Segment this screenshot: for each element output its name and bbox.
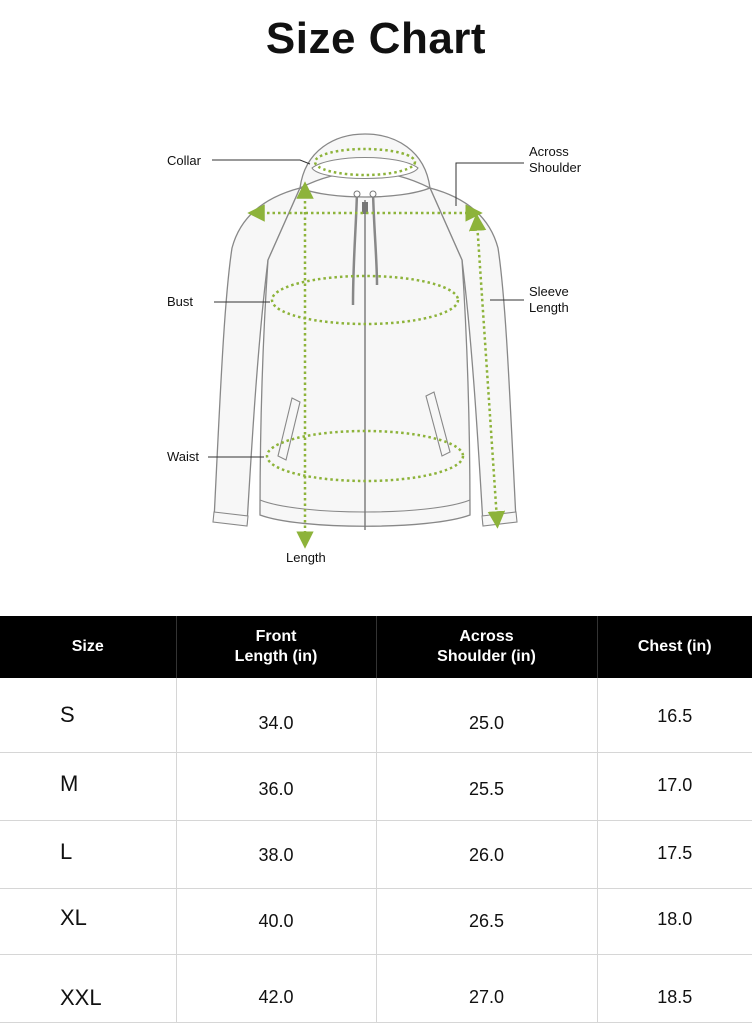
header-across-shoulder: Across Shoulder (in) — [376, 616, 597, 678]
header-chest: Chest (in) — [597, 616, 752, 678]
across-shoulder-label-line2: Shoulder — [529, 160, 582, 175]
collar-leader — [212, 160, 310, 164]
across-shoulder-leader — [456, 163, 524, 206]
table-row — [0, 954, 752, 1022]
across-shoulder-cell: 26.0 — [376, 820, 597, 888]
size-table-body — [0, 678, 752, 1022]
page-title: Size Chart — [265, 14, 487, 63]
waist-label: Waist — [167, 449, 200, 464]
chest-cell: 18.5 — [597, 954, 752, 1022]
front-length-cell: 40.0 — [176, 888, 376, 954]
chest-cell: 17.5 — [597, 820, 752, 888]
table-row — [0, 752, 752, 820]
size-table-header — [0, 616, 752, 678]
across-shoulder-cell: 26.5 — [376, 888, 597, 954]
front-length-cell: 34.0 — [176, 678, 376, 752]
header-front-length: Front Length (in) — [176, 616, 376, 678]
front-length-cell: 36.0 — [176, 752, 376, 820]
header-row — [0, 616, 752, 678]
length-label: Length — [286, 550, 326, 565]
table-row — [0, 678, 752, 752]
across-shoulder-label — [529, 144, 581, 176]
size-cell: XXL — [0, 954, 176, 1022]
size-table — [0, 616, 752, 1023]
collar-label: Collar — [167, 153, 201, 168]
size-cell: M — [0, 752, 176, 820]
table-row — [0, 888, 752, 954]
front-length-cell: 42.0 — [176, 954, 376, 1022]
table-row — [0, 820, 752, 888]
header-size: Size — [0, 616, 176, 678]
across-shoulder-cell: 27.0 — [376, 954, 597, 1022]
chest-cell: 18.0 — [597, 888, 752, 954]
size-cell: L — [0, 820, 176, 888]
across-shoulder-label-line1: Across — [529, 144, 569, 159]
sleeve-length-label-line2: Length — [529, 300, 569, 315]
sleeve-length-label — [529, 284, 569, 316]
chest-cell: 16.5 — [597, 678, 752, 752]
across-shoulder-cell: 25.5 — [376, 752, 597, 820]
size-cell: XL — [0, 888, 176, 954]
sleeve-length-label-line1: Sleeve — [529, 284, 569, 299]
bust-label: Bust — [167, 294, 194, 309]
hoodie-measurement-diagram — [0, 120, 752, 580]
hoodie-illustration — [0, 120, 752, 580]
across-shoulder-cell: 25.0 — [376, 678, 597, 752]
front-length-cell: 38.0 — [176, 820, 376, 888]
size-cell: S — [0, 678, 176, 752]
chest-cell: 17.0 — [597, 752, 752, 820]
